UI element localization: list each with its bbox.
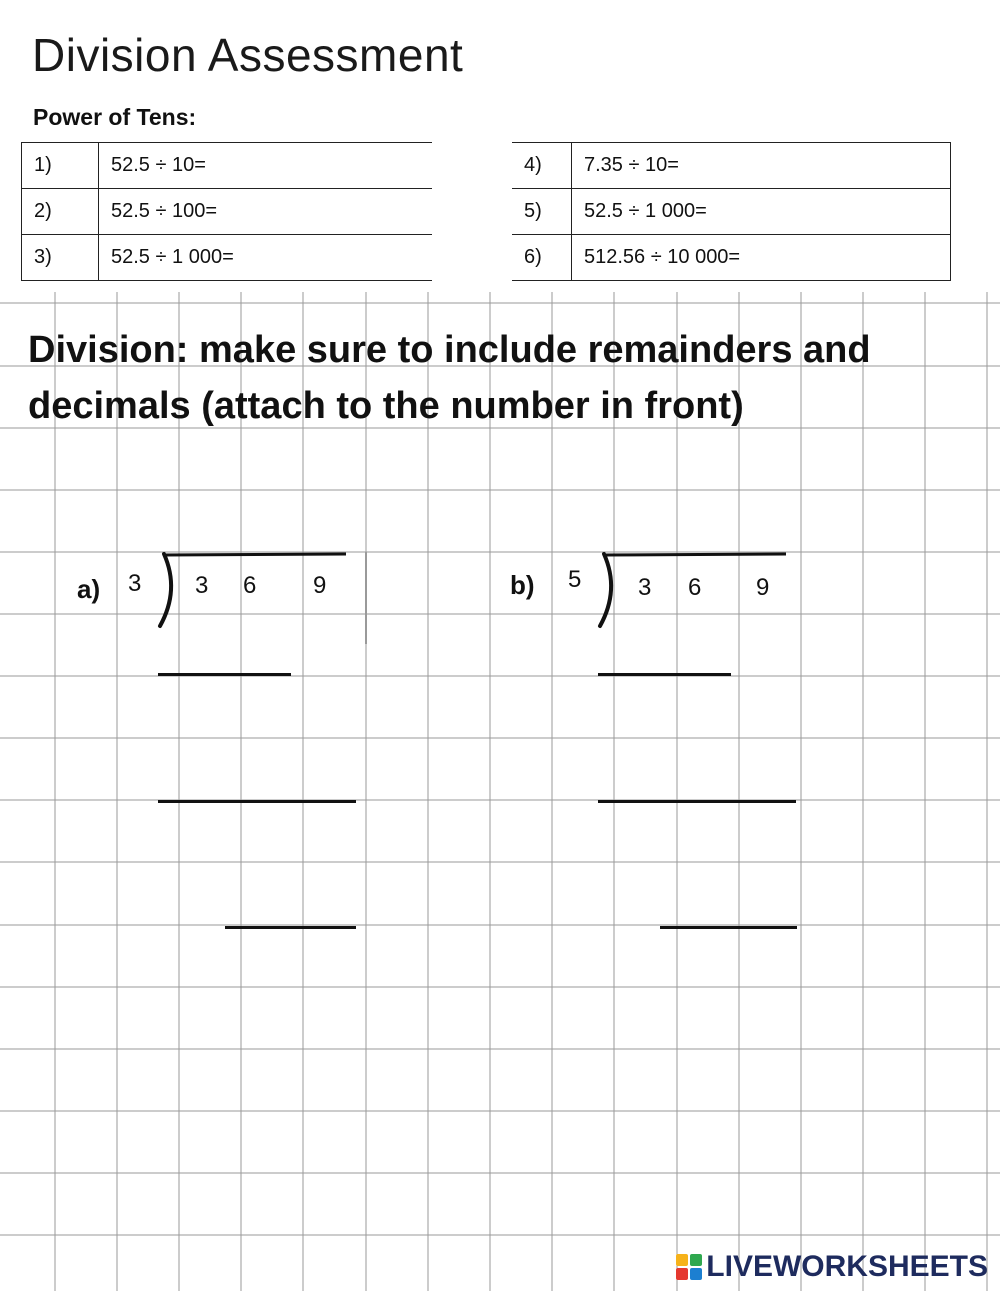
dividend-digit[interactable]: 3: [195, 572, 209, 599]
dividend-digit[interactable]: 9: [756, 574, 770, 601]
power-of-tens-table-right: [512, 142, 951, 281]
table-row: [22, 235, 433, 281]
question-expression[interactable]: 7.35 ÷ 10=: [572, 143, 951, 189]
problem-label: a): [77, 574, 101, 604]
logo-block: [676, 1268, 688, 1280]
divisor: 5: [568, 566, 582, 593]
question-expression[interactable]: 52.5 ÷ 10=: [99, 143, 433, 189]
division-instructions: Division: make sure to include remainders and decimals (attach to the number in front): [28, 329, 871, 427]
dividend-digit[interactable]: 6: [688, 574, 702, 601]
subtraction-line: [598, 673, 731, 676]
subtraction-line: [225, 926, 356, 929]
question-number: 6): [512, 235, 572, 281]
grid-divider: [365, 552, 367, 644]
brand-name: LIVEWORKSHEETS: [706, 1250, 988, 1283]
table-row: [512, 143, 951, 189]
divisor: 3: [128, 570, 142, 597]
question-expression[interactable]: 52.5 ÷ 1 000=: [572, 189, 951, 235]
power-of-tens-table-left: [21, 142, 432, 281]
question-expression[interactable]: 52.5 ÷ 1 000=: [99, 235, 433, 281]
subtraction-line: [158, 673, 291, 676]
table-row: [512, 235, 951, 281]
problem-label: b): [510, 570, 535, 600]
logo-block: [690, 1254, 702, 1266]
subtraction-line: [598, 800, 796, 803]
question-number: 2): [22, 189, 99, 235]
question-number: 5): [512, 189, 572, 235]
liveworksheets-logo: [676, 1250, 988, 1284]
table-row: [512, 189, 951, 235]
logo-block: [690, 1268, 702, 1280]
subtraction-line: [158, 800, 356, 803]
dividend-digit[interactable]: 3: [638, 574, 652, 601]
grid-vertical-lines: [55, 292, 987, 1291]
logo-block: [676, 1254, 688, 1266]
logo-blocks-icon: [676, 1254, 702, 1280]
question-expression[interactable]: 52.5 ÷ 100=: [99, 189, 433, 235]
dividend-digit[interactable]: 9: [313, 572, 327, 599]
question-expression[interactable]: 512.56 ÷ 10 000=: [572, 235, 951, 281]
power-of-tens-heading: Power of Tens:: [33, 104, 197, 130]
question-number: 4): [512, 143, 572, 189]
subtraction-line: [660, 926, 797, 929]
grid-horizontal-lines: [0, 303, 1000, 1235]
dividend-digit[interactable]: 6: [243, 572, 257, 599]
page-title: Division Assessment: [32, 29, 464, 81]
table-row: [22, 143, 433, 189]
question-number: 1): [22, 143, 99, 189]
question-number: 3): [22, 235, 99, 281]
table-row: [22, 189, 433, 235]
